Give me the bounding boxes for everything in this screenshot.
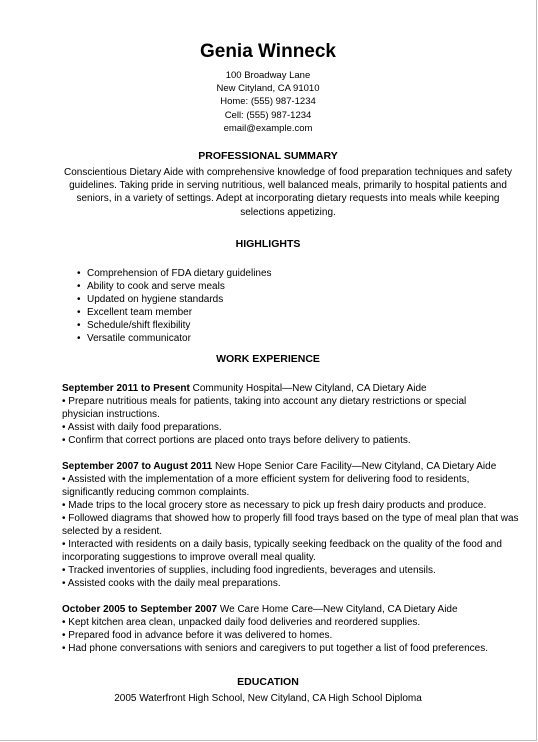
job-entry — [62, 460, 536, 590]
email-address: email@example.com — [223, 122, 313, 134]
job-duty: • Had phone conversations with seniors and caregivers to put together a list of food preferences. — [62, 643, 488, 654]
job-employer: Community Hospital—New Cityland, CA Dietary Aide — [189, 383, 427, 394]
job-duty: • Prepare nutritious meals for patients, taking into account any dietary restrictions or special physician instructions. — [62, 396, 467, 420]
job-dates: September 2011 to Present — [62, 383, 190, 394]
job-duty: • Assist with daily food preparations. — [62, 422, 222, 433]
city-line: New Cityland, CA 91010 — [216, 83, 320, 95]
job-employer: We Care Home Care—New Cityland, CA Dietary Aide — [217, 604, 458, 615]
highlights-list — [60, 267, 272, 346]
highlight-item: • Ability to cook and serve meals — [87, 280, 272, 293]
job-entry — [62, 382, 516, 447]
job-title-line — [62, 460, 536, 473]
highlight-item: • Comprehension of FDA dietary guidelines — [87, 267, 272, 280]
job-employer: New Hope Senior Care Facility—New Cityland, CA Dietary Aide — [212, 461, 497, 472]
job-duty: • Tracked inventories of supplies, including food ingredients, beverages and utensils. — [62, 565, 436, 576]
address-line: 100 Broadway Lane — [225, 70, 311, 81]
education-heading: EDUCATION — [237, 676, 299, 688]
home-phone: Home: (555) 987-1234 — [220, 96, 316, 108]
job-duty: • Assisted cooks with the daily meal preparations. — [62, 578, 281, 589]
highlight-item: • Versatile communicator — [87, 332, 272, 345]
job-duty: • Kept kitchen area clean, unpacked daily food deliveries and reordered supplies. — [62, 617, 421, 628]
job-duty: • Assisted with the implementation of a more efficient system for delivering food to residents, significantly reducing common complaints. — [62, 474, 470, 498]
job-duty: • Prepared food in advance before it was delivered to homes. — [62, 630, 333, 641]
experience-heading: WORK EXPERIENCE — [216, 353, 320, 365]
job-title-line — [62, 382, 516, 395]
job-duty: • Interacted with residents on a daily basis, typically seeking feedback on the quality of the food and incorporating suggestions to improve overall meal quality. — [62, 539, 502, 563]
job-dates: October 2005 to September 2007 — [62, 604, 218, 615]
job-duty: • Confirm that correct portions are placed onto trays before delivery to patients. — [62, 435, 411, 446]
summary-text: Conscientious Dietary Aide with comprehensive knowledge of food preparation techniques and safety guidelines. Taking pride in serving nutritious, well balanced meals, primarily to hospital patients and seniors, in a variety of settings. Adept at incorporating dietary requests into meals while keeping selections appetizing. — [63, 167, 513, 218]
education-text: 2005 Waterfront High School, New Cityland, CA High School Diploma — [114, 693, 422, 704]
candidate-name: Genia Winneck — [199, 41, 337, 62]
summary-heading: PROFESSIONAL SUMMARY — [198, 150, 338, 162]
highlight-item: • Schedule/shift flexibility — [87, 319, 272, 332]
job-entry — [62, 603, 536, 655]
highlight-item: • Updated on hygiene standards — [87, 293, 272, 306]
contact-block — [0, 69, 536, 135]
job-dates: September 2007 to August 2011 — [62, 461, 213, 472]
cell-phone: Cell: (555) 987-1234 — [224, 109, 312, 121]
highlights-heading: HIGHLIGHTS — [235, 238, 301, 250]
job-duty: • Followed diagrams that showed how to properly fill food trays based on the type of meal plan that was selected by a resident. — [62, 513, 519, 537]
job-duty: • Made trips to the local grocery store as necessary to pick up fresh dairy products and produce. — [62, 500, 487, 511]
job-title-line — [62, 603, 536, 616]
highlight-item: • Excellent team member — [87, 306, 272, 319]
